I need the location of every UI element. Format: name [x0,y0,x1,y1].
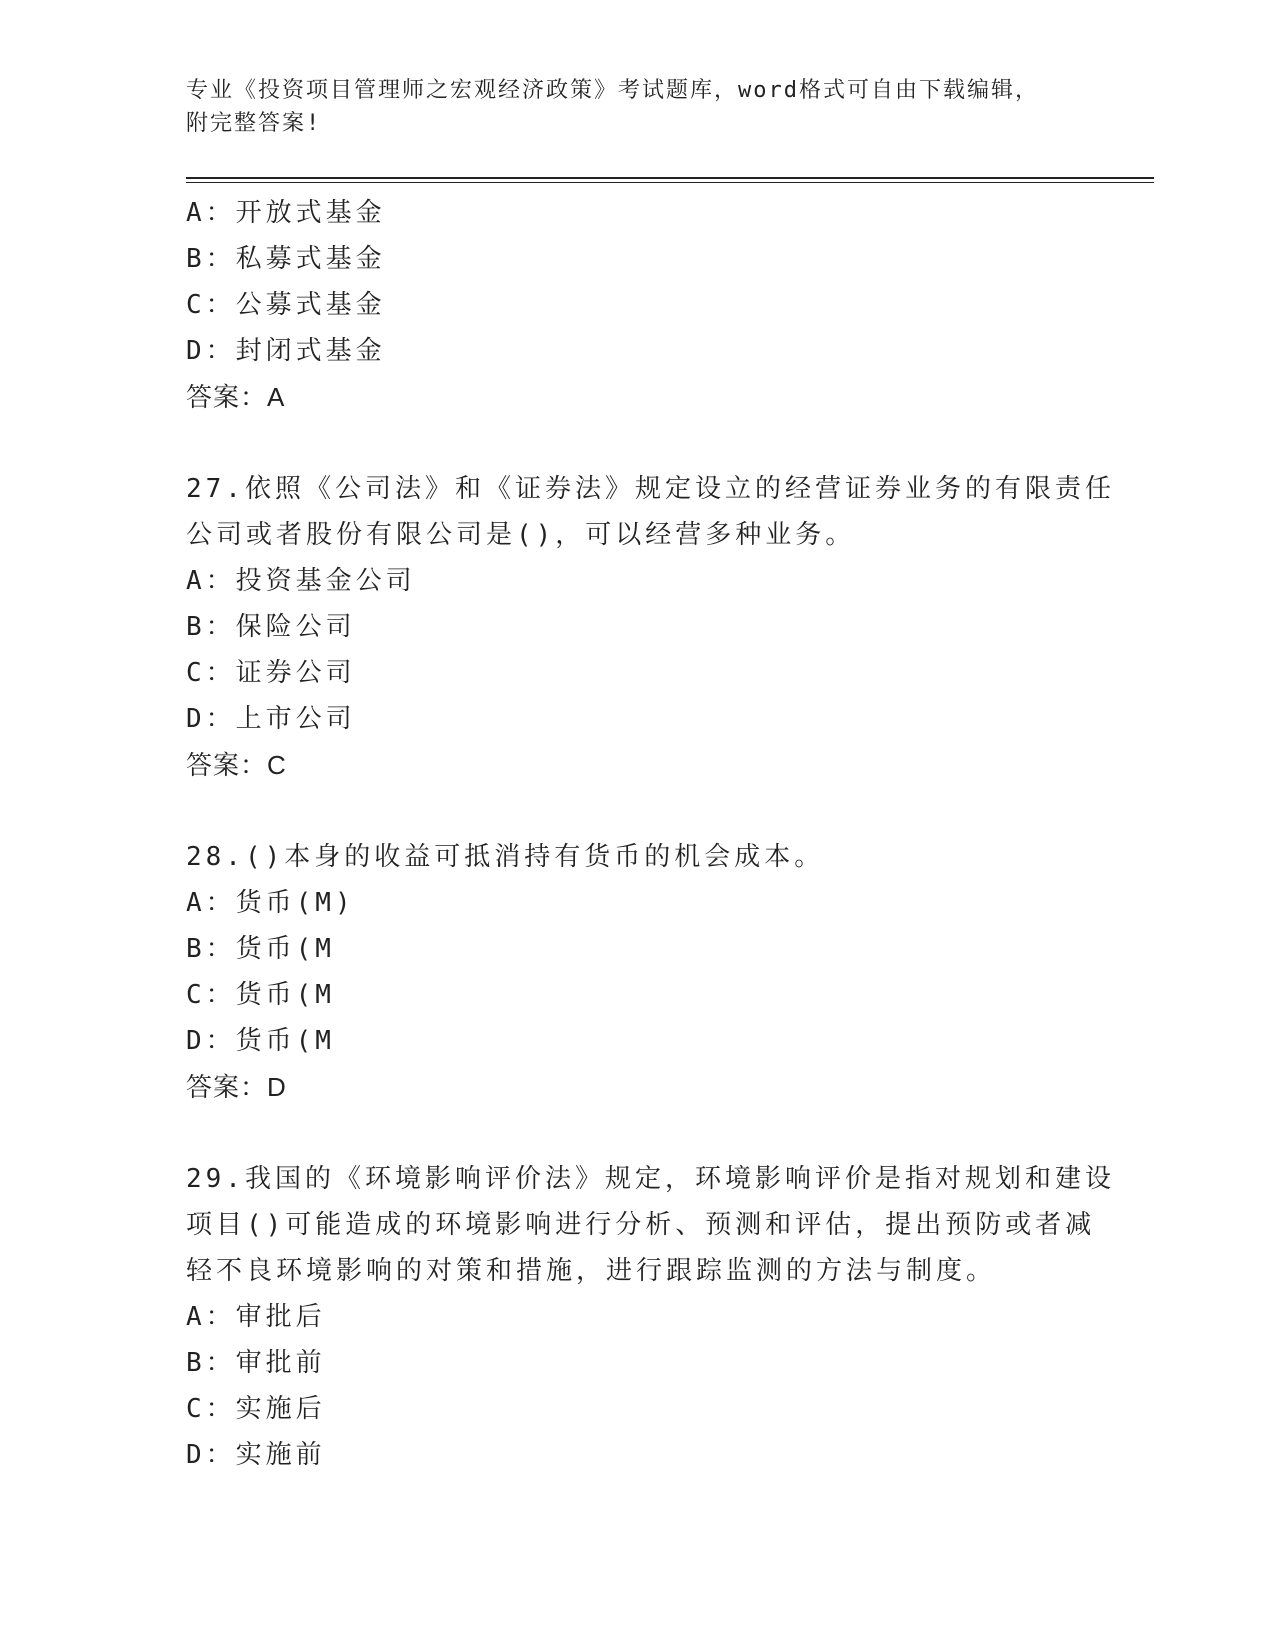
answer-line: 答案：C [186,750,287,780]
option-b: B：货币(M [186,934,335,964]
answer-line: 答案：A [186,382,286,412]
question-text-line: 27.依照《公司法》和《证券法》规定设立的经营证券业务的有限责任 [186,474,1115,504]
answer-line: 答案：D [186,1072,287,1102]
option-a: A：投资基金公司 [186,566,416,596]
header-line-2: 附完整答案! [186,111,322,136]
question-26-tail [186,190,1086,420]
question-text-line: 公司或者股份有限公司是()，可以经营多种业务。 [186,520,856,550]
question-text-line: 轻不良环境影响的对策和措施，进行跟踪监测的方法与制度。 [186,1256,997,1286]
spacer [186,1110,1086,1156]
question-29 [186,1156,1115,1478]
option-c: C：实施后 [186,1394,326,1424]
spacer [186,788,1086,834]
spacer [186,420,1086,466]
option-d: D：货币(M [186,1026,335,1056]
header-line-1: 专业《投资项目管理师之宏观经济政策》考试题库，word格式可自由下载编辑， [186,78,1039,103]
option-d: D：封闭式基金 [186,336,386,366]
question-text-line: 29.我国的《环境影响评价法》规定，环境影响评价是指对规划和建设 [186,1164,1115,1194]
header-divider-thick [186,177,1154,179]
question-text-line: 28.()本身的收益可抵消持有货币的机会成本。 [186,842,825,872]
option-d: D：上市公司 [186,704,356,734]
option-b: B：保险公司 [186,612,356,642]
option-a: A：开放式基金 [186,198,386,228]
option-b: B：审批前 [186,1348,326,1378]
option-a: A：货币(M) [186,888,355,918]
header-divider-thin [186,182,1154,183]
option-c: C：货币(M [186,980,335,1010]
option-b: B：私募式基金 [186,244,386,274]
option-c: C：证券公司 [186,658,356,688]
option-c: C：公募式基金 [186,290,386,320]
option-d: D：实施前 [186,1440,326,1470]
question-text-line: 项目()可能造成的环境影响进行分析、预测和评估，提出预防或者减 [186,1210,1096,1240]
question-list [186,190,1115,1478]
question-27 [186,466,1115,788]
document-header [186,74,1086,140]
option-a: A：审批后 [186,1302,326,1332]
question-28 [186,834,1086,1110]
